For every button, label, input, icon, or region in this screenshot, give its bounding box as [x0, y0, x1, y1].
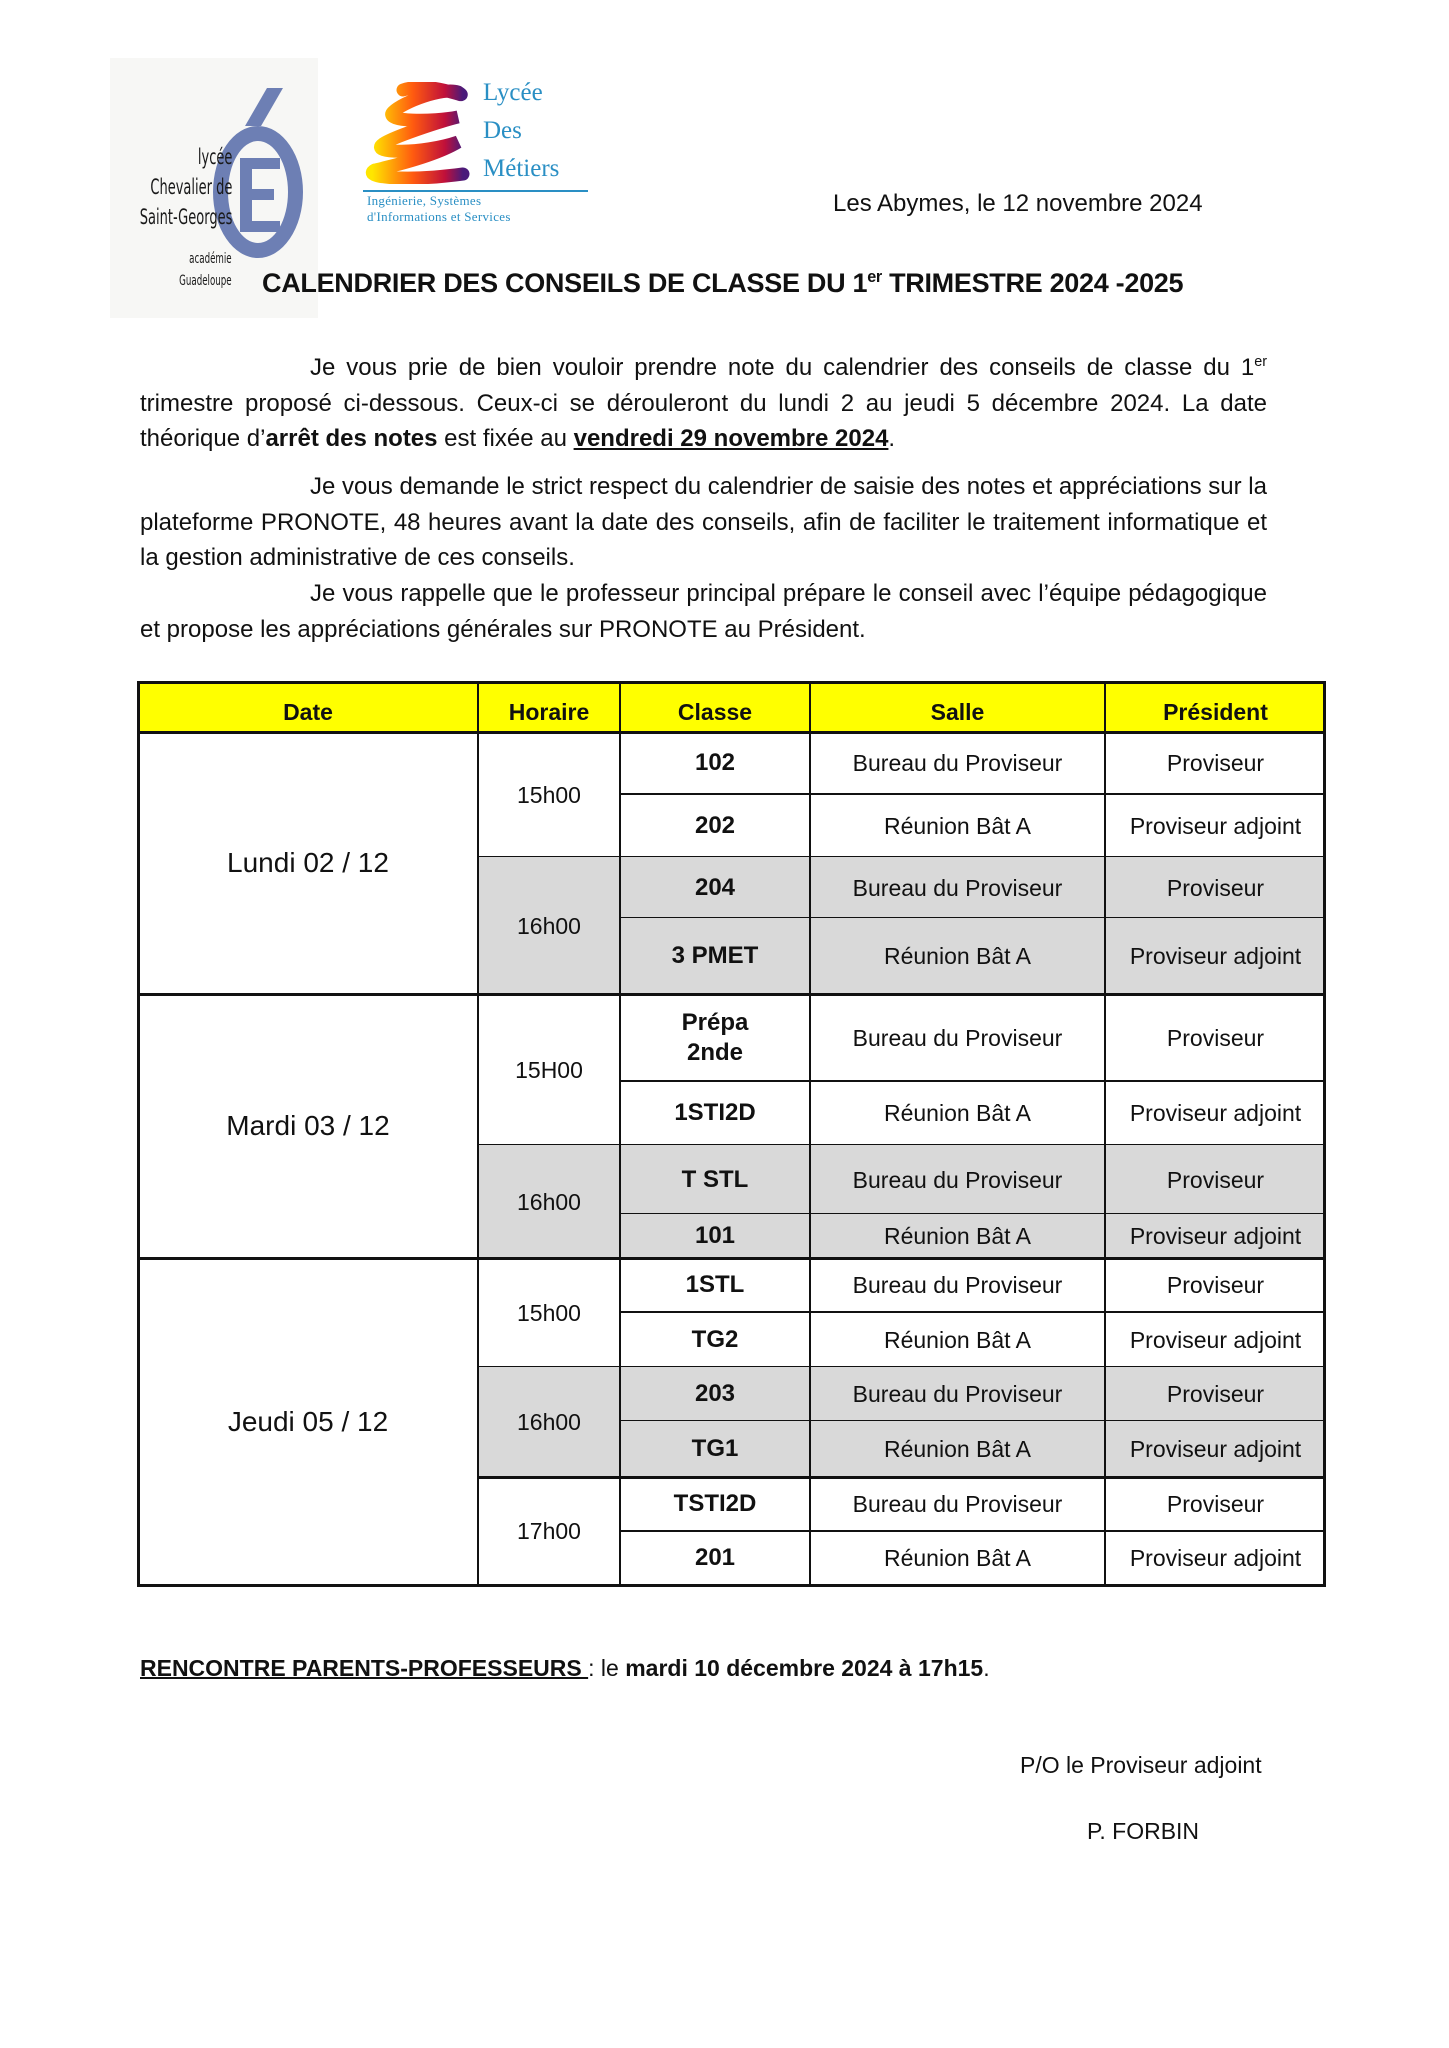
class-cell-text: TG2 — [691, 1325, 739, 1353]
text: : le — [588, 1655, 626, 1681]
president-cell — [1105, 1214, 1326, 1258]
logo-e-letter — [240, 158, 282, 232]
class-cell — [620, 1081, 810, 1145]
column-header-date-text: Date — [283, 698, 333, 725]
class-cell-text: TG1 — [691, 1435, 739, 1462]
logo-subtitle-block — [367, 193, 511, 225]
class-cell — [620, 857, 810, 918]
column-border — [477, 681, 479, 1587]
date-cell-text: Jeudi 05 / 12 — [227, 1405, 389, 1437]
room-cell — [810, 1312, 1105, 1367]
room-cell — [810, 918, 1105, 994]
title-text: CALENDRIER DES CONSEILS DE CLASSE DU 1 — [262, 268, 868, 298]
class-cell-text: 3 PMET — [671, 942, 759, 969]
time-cell — [478, 994, 620, 1145]
text: Je vous rappelle que le professeur principal prépare le conseil avec l’équipe pédagogique et propose les appréciations générales sur PRONOTE au Président. — [140, 580, 1267, 643]
text: trimestre proposé ci-dessous. Ceux-ci se dérouleront du lundi 2 au jeudi 5 décembre 2024. La date théorique d’ — [140, 389, 1267, 452]
logo-accent-mark — [245, 88, 283, 126]
time-cell-text: 16h00 — [517, 1409, 581, 1435]
class-cell-text: 201 — [694, 1544, 736, 1571]
president-cell — [1105, 1367, 1326, 1421]
column-border — [809, 681, 811, 1587]
logo-divider — [363, 190, 588, 192]
column-header-horaire-text: Horaire — [508, 698, 590, 725]
class-cell-text: TSTI2D — [673, 1490, 757, 1517]
day-border — [138, 1584, 1326, 1587]
president-cell-text: Proviseur adjoint — [1129, 1100, 1302, 1126]
column-border — [137, 681, 140, 1587]
paragraph-intro — [140, 350, 1267, 457]
logo-swirl-icon — [363, 82, 473, 184]
logo-text: Chevalier de — [149, 175, 232, 199]
president-cell-text: Proviseur — [1166, 1024, 1265, 1051]
room-cell-text: Réunion Bât A — [883, 812, 1032, 839]
room-cell — [810, 1214, 1105, 1258]
column-border — [1104, 681, 1106, 1587]
text: est fixée au — [437, 425, 574, 452]
time-cell-text: 15H00 — [515, 1056, 583, 1083]
room-cell-text: Réunion Bât A — [883, 943, 1032, 969]
logo-text: lycée — [197, 145, 232, 169]
class-cell — [620, 918, 810, 994]
logo-subtitle: Ingénierie, Systèmes — [367, 193, 482, 208]
room-cell-text: Bureau du Proviseur — [852, 1166, 1063, 1193]
document-title — [262, 268, 1183, 299]
time-cell — [478, 1477, 620, 1585]
class-cell-text: 102 — [694, 749, 736, 776]
column-header-classe — [620, 681, 810, 732]
place-date: Les Abymes, le 12 novembre 2024 — [833, 190, 1203, 217]
parents-meeting-label: RENCONTRE PARENTS-PROFESSEURS — [140, 1655, 589, 1681]
room-cell — [810, 1081, 1105, 1145]
column-border — [1323, 681, 1326, 1587]
room-cell-text: Bureau du Proviseur — [852, 874, 1063, 901]
president-cell — [1105, 1081, 1326, 1145]
time-cell — [478, 1258, 620, 1367]
logo-text: Lycée — [483, 79, 543, 106]
text: Je vous demande le strict respect du calendrier de saisie des notes et appréciations sur la plateforme PRONOTE, 48 heures avant la date des conseils, afin de faciliter le traitement informatique et la gestion administrative de ces conseils. — [140, 473, 1267, 571]
time-cell — [478, 857, 620, 994]
president-cell — [1105, 857, 1326, 918]
signature-role: P/O le Proviseur adjoint — [1020, 1752, 1262, 1778]
class-cell-text: 1STL — [685, 1271, 745, 1298]
paragraph-request — [140, 469, 1267, 576]
date-cell-text: Lundi 02 / 12 — [227, 847, 389, 878]
date-cell-text: Mardi 03 / 12 — [226, 1110, 390, 1141]
table-top-border — [138, 681, 1326, 684]
logo-text: Métiers — [483, 155, 560, 182]
room-cell — [810, 1145, 1105, 1214]
signature-name: P. FORBIN — [1087, 1818, 1200, 1844]
time-cell-text: 15h00 — [517, 781, 581, 808]
class-cell-text: T STL — [681, 1165, 749, 1193]
president-cell — [1105, 1258, 1326, 1312]
president-cell — [1105, 794, 1326, 857]
schedule-table — [138, 681, 1326, 1585]
time-cell — [478, 1145, 620, 1258]
room-cell-text: Bureau du Proviseur — [852, 1272, 1063, 1298]
header-bottom-border — [138, 731, 1326, 734]
president-cell — [1105, 994, 1326, 1081]
logo-text: Des — [483, 117, 522, 144]
title-superscript: er — [867, 268, 882, 286]
room-cell — [810, 794, 1105, 857]
president-cell-text: Proviseur — [1166, 874, 1265, 901]
time-cell-text: 17h00 — [517, 1518, 581, 1544]
class-cell — [620, 1312, 810, 1367]
class-cell — [620, 1531, 810, 1585]
president-cell-text: Proviseur — [1166, 1491, 1265, 1517]
logo-text-block — [147, 248, 232, 292]
president-cell — [1105, 1421, 1326, 1477]
class-cell — [620, 1145, 810, 1214]
text: . — [983, 1655, 990, 1681]
room-cell — [810, 1421, 1105, 1477]
column-header-president-text: Président — [1163, 698, 1268, 725]
column-border — [619, 681, 621, 1587]
room-cell-text: Bureau du Proviseur — [852, 1024, 1063, 1051]
date-cell — [138, 1258, 478, 1585]
president-cell — [1105, 1145, 1326, 1214]
room-cell-text: Bureau du Proviseur — [852, 1381, 1063, 1407]
date-cell — [138, 994, 478, 1258]
class-cell — [620, 794, 810, 857]
time-cell-text: 16h00 — [517, 1188, 581, 1215]
president-cell — [1105, 918, 1326, 994]
president-cell-text: Proviseur — [1166, 1272, 1265, 1298]
time-cell-text: 16h00 — [517, 912, 581, 939]
logo-text: académie — [189, 251, 232, 267]
column-header-salle-text: Salle — [930, 698, 985, 725]
room-cell — [810, 732, 1105, 794]
room-cell — [810, 857, 1105, 918]
title-text: TRIMESTRE 2024 -2025 — [881, 268, 1184, 298]
president-cell-text: Proviseur — [1166, 1166, 1265, 1193]
column-header-horaire — [478, 681, 620, 732]
president-cell-text: Proviseur — [1166, 1381, 1265, 1407]
class-cell-text: 202 — [694, 811, 736, 839]
class-cell — [620, 1214, 810, 1258]
superscript: er — [1254, 354, 1267, 370]
president-cell-text: Proviseur adjoint — [1129, 1326, 1302, 1353]
room-cell-text: Bureau du Proviseur — [852, 750, 1063, 776]
column-header-president — [1105, 681, 1326, 732]
class-cell — [620, 1421, 810, 1477]
logo-subtitle: d'Informations et Services — [367, 209, 511, 224]
column-header-classe-text: Classe — [677, 698, 753, 725]
room-cell-text: Réunion Bât A — [883, 1545, 1032, 1571]
lycee-des-metiers-logo — [355, 74, 595, 226]
room-cell — [810, 994, 1105, 1081]
text: . — [888, 425, 896, 452]
class-cell-text: Prépa 2nde — [681, 1008, 749, 1066]
room-cell — [810, 1477, 1105, 1531]
president-cell-text: Proviseur — [1166, 750, 1265, 776]
time-cell-text: 15h00 — [517, 1299, 581, 1326]
text: Je vous prie de bien vouloir prendre note du calendrier des conseils de classe du 1 — [310, 354, 1255, 381]
class-cell — [620, 1367, 810, 1421]
room-cell — [810, 1367, 1105, 1421]
date-cell — [138, 732, 478, 994]
president-cell-text: Proviseur adjoint — [1129, 943, 1302, 969]
room-cell-text: Réunion Bât A — [883, 1100, 1032, 1126]
time-cell — [478, 1367, 620, 1477]
logo-text: Saint-Georges — [139, 205, 232, 229]
president-cell — [1105, 1312, 1326, 1367]
logo-text-block — [83, 142, 232, 232]
deadline-date: vendredi 29 novembre 2024 — [573, 425, 889, 452]
time-cell — [478, 732, 620, 857]
class-cell — [620, 1258, 810, 1312]
president-cell — [1105, 1531, 1326, 1585]
president-cell — [1105, 1477, 1326, 1531]
room-cell-text: Réunion Bât A — [883, 1326, 1032, 1353]
column-header-date — [138, 681, 478, 732]
bold-text: arrêt des notes — [265, 425, 438, 452]
president-cell-text: Proviseur adjoint — [1129, 1545, 1302, 1571]
president-cell-text: Proviseur adjoint — [1129, 1436, 1302, 1462]
parents-meeting-note — [140, 1655, 990, 1682]
logo-text-block — [483, 74, 559, 188]
room-cell-text: Réunion Bât A — [883, 1223, 1032, 1249]
room-cell-text: Bureau du Proviseur — [852, 1491, 1063, 1517]
president-cell — [1105, 732, 1326, 794]
room-cell — [810, 1258, 1105, 1312]
paragraph-reminder — [140, 576, 1267, 647]
class-cell-text: 203 — [694, 1380, 736, 1407]
column-header-salle — [810, 681, 1105, 732]
president-cell-text: Proviseur adjoint — [1129, 1223, 1302, 1249]
class-cell-text: 204 — [694, 873, 736, 901]
class-cell — [620, 732, 810, 794]
class-cell-text: 1STI2D — [674, 1099, 756, 1126]
class-cell — [620, 994, 810, 1081]
president-cell-text: Proviseur adjoint — [1129, 812, 1302, 839]
class-cell — [620, 1477, 810, 1531]
parents-meeting-date: mardi 10 décembre 2024 à 17h15 — [625, 1655, 984, 1681]
room-cell-text: Réunion Bât A — [883, 1436, 1032, 1462]
room-cell — [810, 1531, 1105, 1585]
class-cell-text: 101 — [694, 1222, 736, 1249]
logo-text: Guadeloupe — [179, 273, 232, 289]
